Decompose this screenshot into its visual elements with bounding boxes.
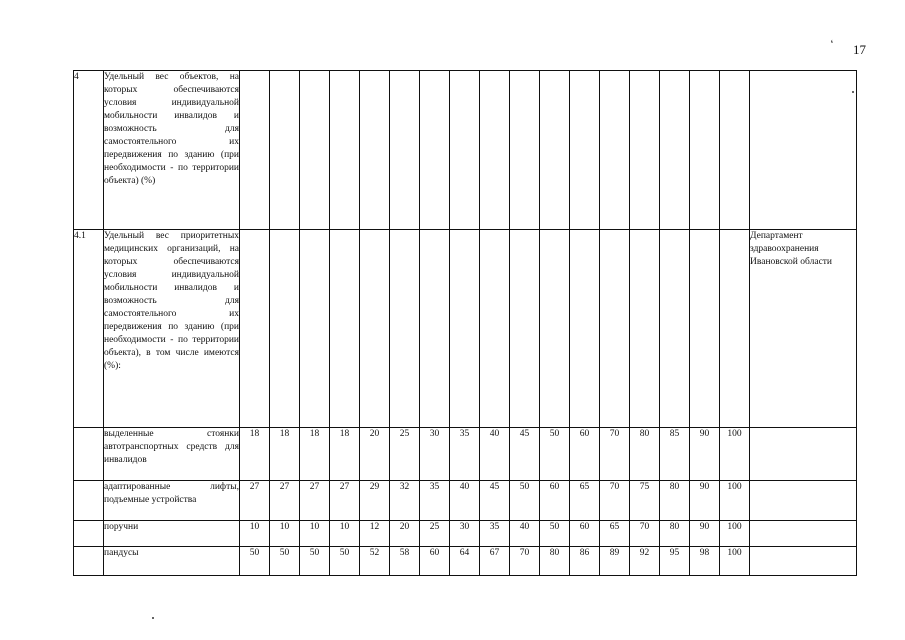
row-number-cell: [74, 428, 104, 481]
value-cell: 25: [420, 521, 450, 547]
row-number-cell: [74, 481, 104, 521]
indicator-description-cell: выделенные стоянки автотранспортных средств для инвалидов: [104, 428, 240, 481]
value-cell: [540, 230, 570, 428]
value-cell: [420, 230, 450, 428]
value-cell: [300, 71, 330, 230]
value-cell: 27: [330, 481, 360, 521]
value-cell: [300, 230, 330, 428]
value-cell: [690, 71, 720, 230]
row-number-cell: 4: [74, 71, 104, 230]
value-cell: 90: [690, 521, 720, 547]
value-cell: 18: [240, 428, 270, 481]
value-cell: [510, 230, 540, 428]
value-cell: [450, 230, 480, 428]
value-cell: 58: [390, 547, 420, 576]
value-cell: [270, 71, 300, 230]
value-cell: [570, 71, 600, 230]
value-cell: [390, 230, 420, 428]
value-cell: 18: [300, 428, 330, 481]
responsible-executor-cell: [750, 547, 857, 576]
value-cell: 60: [570, 428, 600, 481]
value-cell: 92: [630, 547, 660, 576]
value-cell: 50: [510, 481, 540, 521]
value-cell: 100: [720, 547, 750, 576]
value-cell: 50: [270, 547, 300, 576]
table-row: [74, 481, 857, 521]
value-cell: [570, 230, 600, 428]
value-cell: 35: [420, 481, 450, 521]
value-cell: 89: [600, 547, 630, 576]
value-cell: 100: [720, 521, 750, 547]
page-number: 17: [853, 42, 866, 57]
row-number-cell: [74, 547, 104, 576]
value-cell: 40: [510, 521, 540, 547]
value-cell: 50: [540, 428, 570, 481]
value-cell: 85: [660, 428, 690, 481]
value-cell: 30: [420, 428, 450, 481]
value-cell: 100: [720, 428, 750, 481]
value-cell: 75: [630, 481, 660, 521]
value-cell: 50: [240, 547, 270, 576]
value-cell: [420, 71, 450, 230]
value-cell: 67: [480, 547, 510, 576]
value-cell: 30: [450, 521, 480, 547]
value-cell: 40: [450, 481, 480, 521]
indicator-description-cell: поручни: [104, 521, 240, 547]
value-cell: [510, 71, 540, 230]
responsible-executor-cell: [750, 521, 857, 547]
value-cell: [720, 230, 750, 428]
value-cell: [330, 230, 360, 428]
value-cell: 80: [660, 521, 690, 547]
value-cell: 100: [720, 481, 750, 521]
value-cell: 32: [390, 481, 420, 521]
value-cell: 52: [360, 547, 390, 576]
value-cell: [480, 71, 510, 230]
value-cell: 18: [330, 428, 360, 481]
value-cell: 18: [270, 428, 300, 481]
value-cell: [240, 71, 270, 230]
value-cell: [720, 71, 750, 230]
value-cell: 70: [600, 428, 630, 481]
value-cell: [690, 230, 720, 428]
row-number-cell: 4.1: [74, 230, 104, 428]
value-cell: 80: [540, 547, 570, 576]
value-cell: [630, 230, 660, 428]
value-cell: 45: [510, 428, 540, 481]
value-cell: 64: [450, 547, 480, 576]
responsible-executor-cell: [750, 481, 857, 521]
scan-speck: [152, 617, 154, 619]
value-cell: [390, 71, 420, 230]
value-cell: 65: [570, 481, 600, 521]
value-cell: [630, 71, 660, 230]
value-cell: 10: [330, 521, 360, 547]
table-row: [74, 521, 857, 547]
table-row: [74, 71, 857, 230]
indicator-description-cell: Удельный вес объектов, на которых обеспечиваются условия индивидуальной мобильности инвалидов и возможность для самостоятельного их передвижения по зданию (при необходимости - по территории объекта) (%): [104, 71, 240, 230]
value-cell: [450, 71, 480, 230]
indicator-description-cell: Удельный вес приоритетных медицинских организаций, на которых обеспечиваются условия индивидуальной мобильности инвалидов и возможность для самостоятельного их передвижения по зданию (при необходимости - по территории объекта), в том числе имеются (%):: [104, 230, 240, 428]
value-cell: 35: [480, 521, 510, 547]
value-cell: [360, 71, 390, 230]
value-cell: 50: [300, 547, 330, 576]
value-cell: 90: [690, 428, 720, 481]
value-cell: 90: [690, 481, 720, 521]
table-row: [74, 547, 857, 576]
value-cell: 80: [630, 428, 660, 481]
value-cell: 40: [480, 428, 510, 481]
value-cell: 27: [300, 481, 330, 521]
table-row: [74, 428, 857, 481]
value-cell: 65: [600, 521, 630, 547]
value-cell: 20: [360, 428, 390, 481]
value-cell: 60: [420, 547, 450, 576]
indicator-description-cell: пандусы: [104, 547, 240, 576]
value-cell: [660, 230, 690, 428]
value-cell: 60: [540, 481, 570, 521]
value-cell: 45: [480, 481, 510, 521]
value-cell: 95: [660, 547, 690, 576]
value-cell: [540, 71, 570, 230]
indicator-description-cell: адаптированные лифты, подъемные устройства: [104, 481, 240, 521]
value-cell: 29: [360, 481, 390, 521]
value-cell: [360, 230, 390, 428]
value-cell: 20: [390, 521, 420, 547]
value-cell: [270, 230, 300, 428]
value-cell: 27: [270, 481, 300, 521]
value-cell: 10: [240, 521, 270, 547]
value-cell: 25: [390, 428, 420, 481]
value-cell: 10: [300, 521, 330, 547]
value-cell: [600, 71, 630, 230]
indicators-table: [73, 70, 857, 576]
value-cell: [240, 230, 270, 428]
value-cell: 98: [690, 547, 720, 576]
responsible-executor-cell: [750, 71, 857, 230]
value-cell: 27: [240, 481, 270, 521]
scan-mark: ‘: [829, 37, 837, 51]
value-cell: 70: [510, 547, 540, 576]
value-cell: 70: [630, 521, 660, 547]
value-cell: 80: [660, 481, 690, 521]
value-cell: [660, 71, 690, 230]
value-cell: 50: [330, 547, 360, 576]
value-cell: 50: [540, 521, 570, 547]
responsible-executor-cell: [750, 428, 857, 481]
value-cell: [330, 71, 360, 230]
responsible-executor-cell: Департамент здравоохранения Ивановской области: [750, 230, 857, 428]
row-number-cell: [74, 521, 104, 547]
value-cell: [600, 230, 630, 428]
value-cell: 10: [270, 521, 300, 547]
value-cell: 35: [450, 428, 480, 481]
value-cell: 86: [570, 547, 600, 576]
value-cell: [480, 230, 510, 428]
value-cell: 60: [570, 521, 600, 547]
value-cell: 70: [600, 481, 630, 521]
value-cell: 12: [360, 521, 390, 547]
table-row: [74, 230, 857, 428]
